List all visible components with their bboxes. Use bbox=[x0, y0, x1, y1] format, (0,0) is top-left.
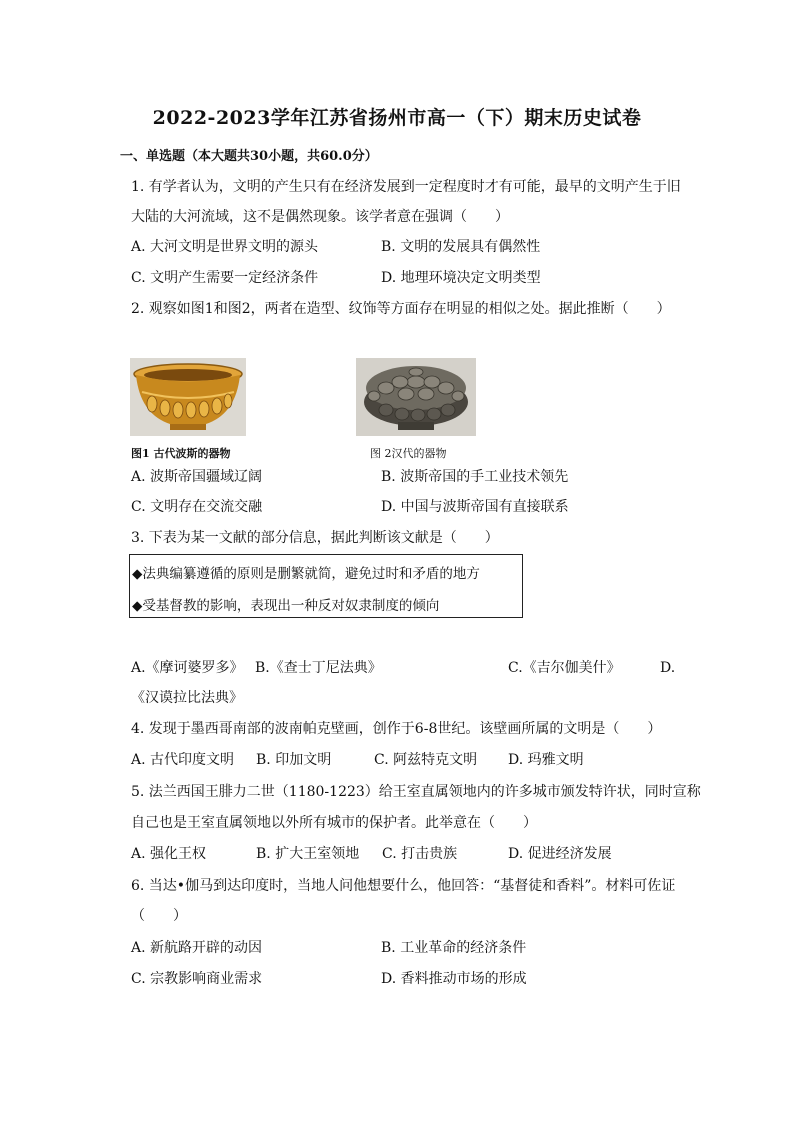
q6-option-c: C. 宗教影响商业需求 bbox=[131, 971, 263, 987]
q3-option-d-letter: D. bbox=[660, 660, 676, 676]
q4-stem-line1: 4. 发现于墨西哥南部的波南帕克壁画，创作于6-8世纪。该壁画所属的文明是（ ） bbox=[131, 721, 662, 737]
q6-stem-line1: 6. 当达•伽马到达印度时，当地人问他想要什么，他回答：“基督徒和香料”。材料可佐证 bbox=[131, 878, 676, 894]
figure2-caption: 图 2汉代的器物 bbox=[370, 447, 447, 460]
q1-option-d: D. 地理环境决定文明类型 bbox=[381, 270, 541, 286]
q4-option-a: A. 古代印度文明 bbox=[131, 752, 235, 768]
q4-option-d: D. 玛雅文明 bbox=[508, 752, 584, 768]
q2-option-b: B. 波斯帝国的手工业技术领先 bbox=[381, 469, 569, 485]
q5-option-b: B. 扩大王室领地 bbox=[256, 846, 360, 862]
q1-stem-line1: 1. 有学者认为，文明的产生只有在经济发展到一定程度时才有可能，最早的文明产生于旧 bbox=[131, 179, 681, 195]
q2-option-d: D. 中国与波斯帝国有直接联系 bbox=[381, 499, 569, 515]
q5-stem-line1: 5. 法兰西国王腓力二世（1180-1223）给王室直属领地内的许多城市颁发特许状，同时宣称 bbox=[131, 784, 701, 800]
section-heading: 一、单选题（本大题共30小题，共60.0分） bbox=[120, 149, 378, 164]
page-title: 2022-2023学年江苏省扬州市高一（下）期末历史试卷 bbox=[152, 107, 642, 129]
q4-option-c: C. 阿兹特克文明 bbox=[374, 752, 478, 768]
q2-option-c: C. 文明存在交流交融 bbox=[131, 499, 263, 515]
q1-option-b: B. 文明的发展具有偶然性 bbox=[381, 239, 541, 255]
q3-option-a: A.《摩诃婆罗多》 bbox=[131, 660, 244, 676]
q3-table-row-2: ◆受基督教的影响，表现出一种反对奴隶制度的倾向 bbox=[132, 598, 440, 614]
q1-option-c: C. 文明产生需要一定经济条件 bbox=[131, 270, 319, 286]
q1-option-a: A. 大河文明是世界文明的源头 bbox=[131, 239, 319, 255]
q3-option-c: C.《吉尔伽美什》 bbox=[508, 660, 621, 676]
q3-table-row-1: ◆法典编纂遵循的原则是删繁就简，避免过时和矛盾的地方 bbox=[132, 566, 480, 582]
q3-info-table bbox=[129, 554, 523, 618]
q5-option-c: C. 打击贵族 bbox=[382, 846, 458, 862]
q6-option-a: A. 新航路开辟的动因 bbox=[131, 940, 263, 956]
figure1-caption: 图1 古代波斯的器物 bbox=[131, 447, 231, 460]
persian-bowl-image bbox=[130, 358, 246, 436]
q6-option-b: B. 工业革命的经济条件 bbox=[381, 940, 527, 956]
q4-option-b: B. 印加文明 bbox=[256, 752, 332, 768]
q3-option-b: B.《查士丁尼法典》 bbox=[255, 660, 382, 676]
q2-option-a: A. 波斯帝国疆域辽阔 bbox=[131, 469, 263, 485]
q5-option-d: D. 促进经济发展 bbox=[508, 846, 612, 862]
q3-stem-line1: 3. 下表为某一文献的部分信息，据此判断该文献是（ ） bbox=[131, 530, 499, 546]
q6-stem-line2: （ ） bbox=[131, 908, 187, 924]
q5-option-a: A. 强化王权 bbox=[131, 846, 207, 862]
q3-option-d-text: 《汉谟拉比法典》 bbox=[131, 690, 243, 706]
han-dynasty-box-image bbox=[356, 358, 476, 436]
q2-stem-line1: 2. 观察如图1和图2，两者在造型、纹饰等方面存在明显的相似之处。据此推断（ ） bbox=[131, 301, 671, 317]
q5-stem-line2: 自己也是王室直属领地以外所有城市的保护者。此举意在（ ） bbox=[131, 815, 537, 831]
q6-option-d: D. 香料推动市场的形成 bbox=[381, 971, 527, 987]
q1-stem-line2: 大陆的大河流域，这不是偶然现象。该学者意在强调（ ） bbox=[131, 209, 509, 225]
